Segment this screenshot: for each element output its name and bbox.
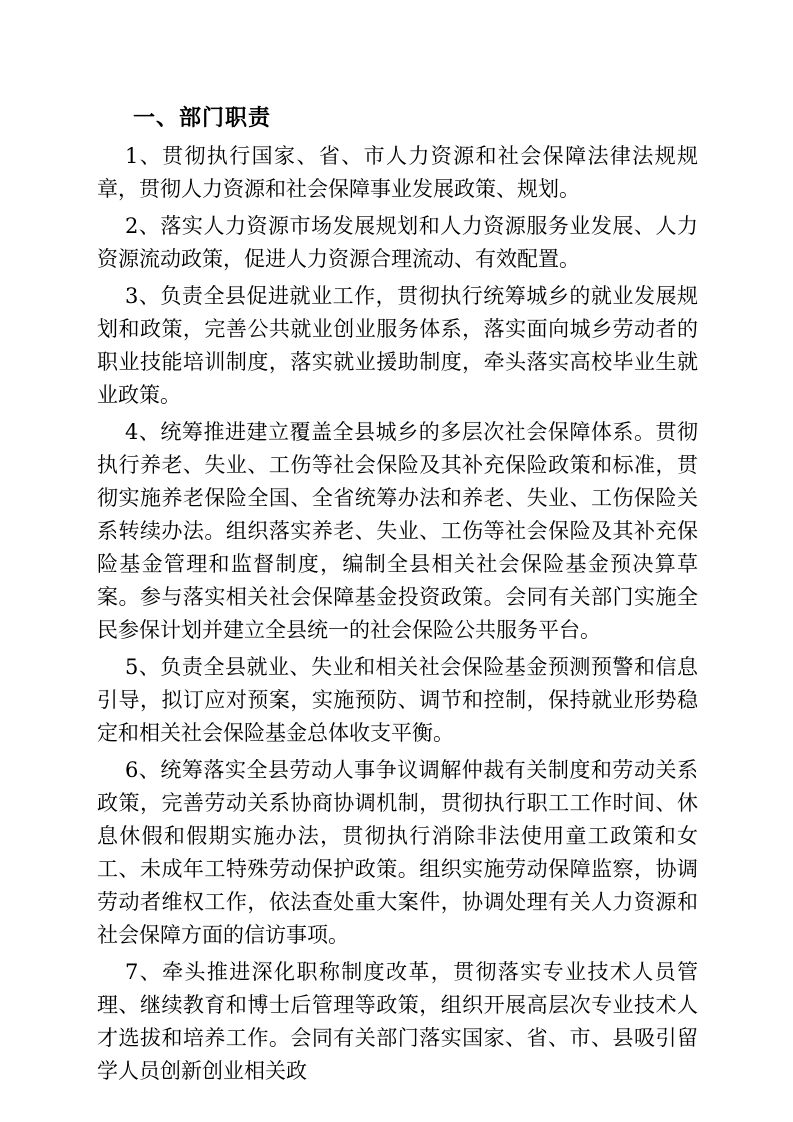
paragraph-duty-7: 7、牵头推进深化职称制度改革，贯彻落实专业技术人员管理、继续教育和博士后管理等政策，组织开展高层次专业技术人才选拔和培养工作。会同有关部门落实国家、省、市、县吸引留学人员创新创业相关政 xyxy=(97,960,698,1083)
paragraph-duty-3: 3、负责全县促进就业工作，贯彻执行统筹城乡的就业发展规划和政策，完善公共就业创业服务体系，落实面向城乡劳动者的职业技能培训制度，落实就业援助制度，牵头落实高校毕业生就业政策。 xyxy=(97,284,698,407)
paragraph-duty-6: 6、统筹落实全县劳动人事争议调解仲裁有关制度和劳动关系政策，完善劳动关系协商协调机制，贯彻执行职工工作时间、休息休假和假期实施办法，贯彻执行消除非法使用童工政策和女工、未成年工特殊劳动保护政策。组织实施劳动保障监察，协调劳动者维权工作，依法查处重大案件，协调处理有关人力资源和社会保障方面的信访事项。 xyxy=(97,758,698,947)
paragraph-duty-1: 1、贯彻执行国家、省、市人力资源和社会保障法律法规规章，贯彻人力资源和社会保障事业发展政策、规划。 xyxy=(97,144,698,201)
paragraph-duty-2: 2、落实人力资源市场发展规划和人力资源服务业发展、人力资源流动政策，促进人力资源合理流动、有效配置。 xyxy=(97,214,698,271)
paragraph-duty-5: 5、负责全县就业、失业和相关社会保险基金预测预警和信息引导，拟订应对预案，实施预防、调节和控制，保持就业形势稳定和相关社会保险基金总体收支平衡。 xyxy=(97,655,698,745)
paragraph-duty-4: 4、统筹推进建立覆盖全县城乡的多层次社会保障体系。贯彻执行养老、失业、工伤等社会保险及其补充保险政策和标准，贯彻实施养老保险全国、全省统筹办法和养老、失业、工伤保险关系转续办法。组织落实养老、失业、工伤等社会保险及其补充保险基金管理和监督制度，编制全县相关社会保险基金预决算草案。参与落实相关社会保障基金投资政策。会同有关部门实施全民参保计划并建立全县统一的社会保险公共服务平台。 xyxy=(97,420,698,642)
document-content xyxy=(97,104,698,1092)
section-heading: 一、部门职责 xyxy=(133,106,272,131)
